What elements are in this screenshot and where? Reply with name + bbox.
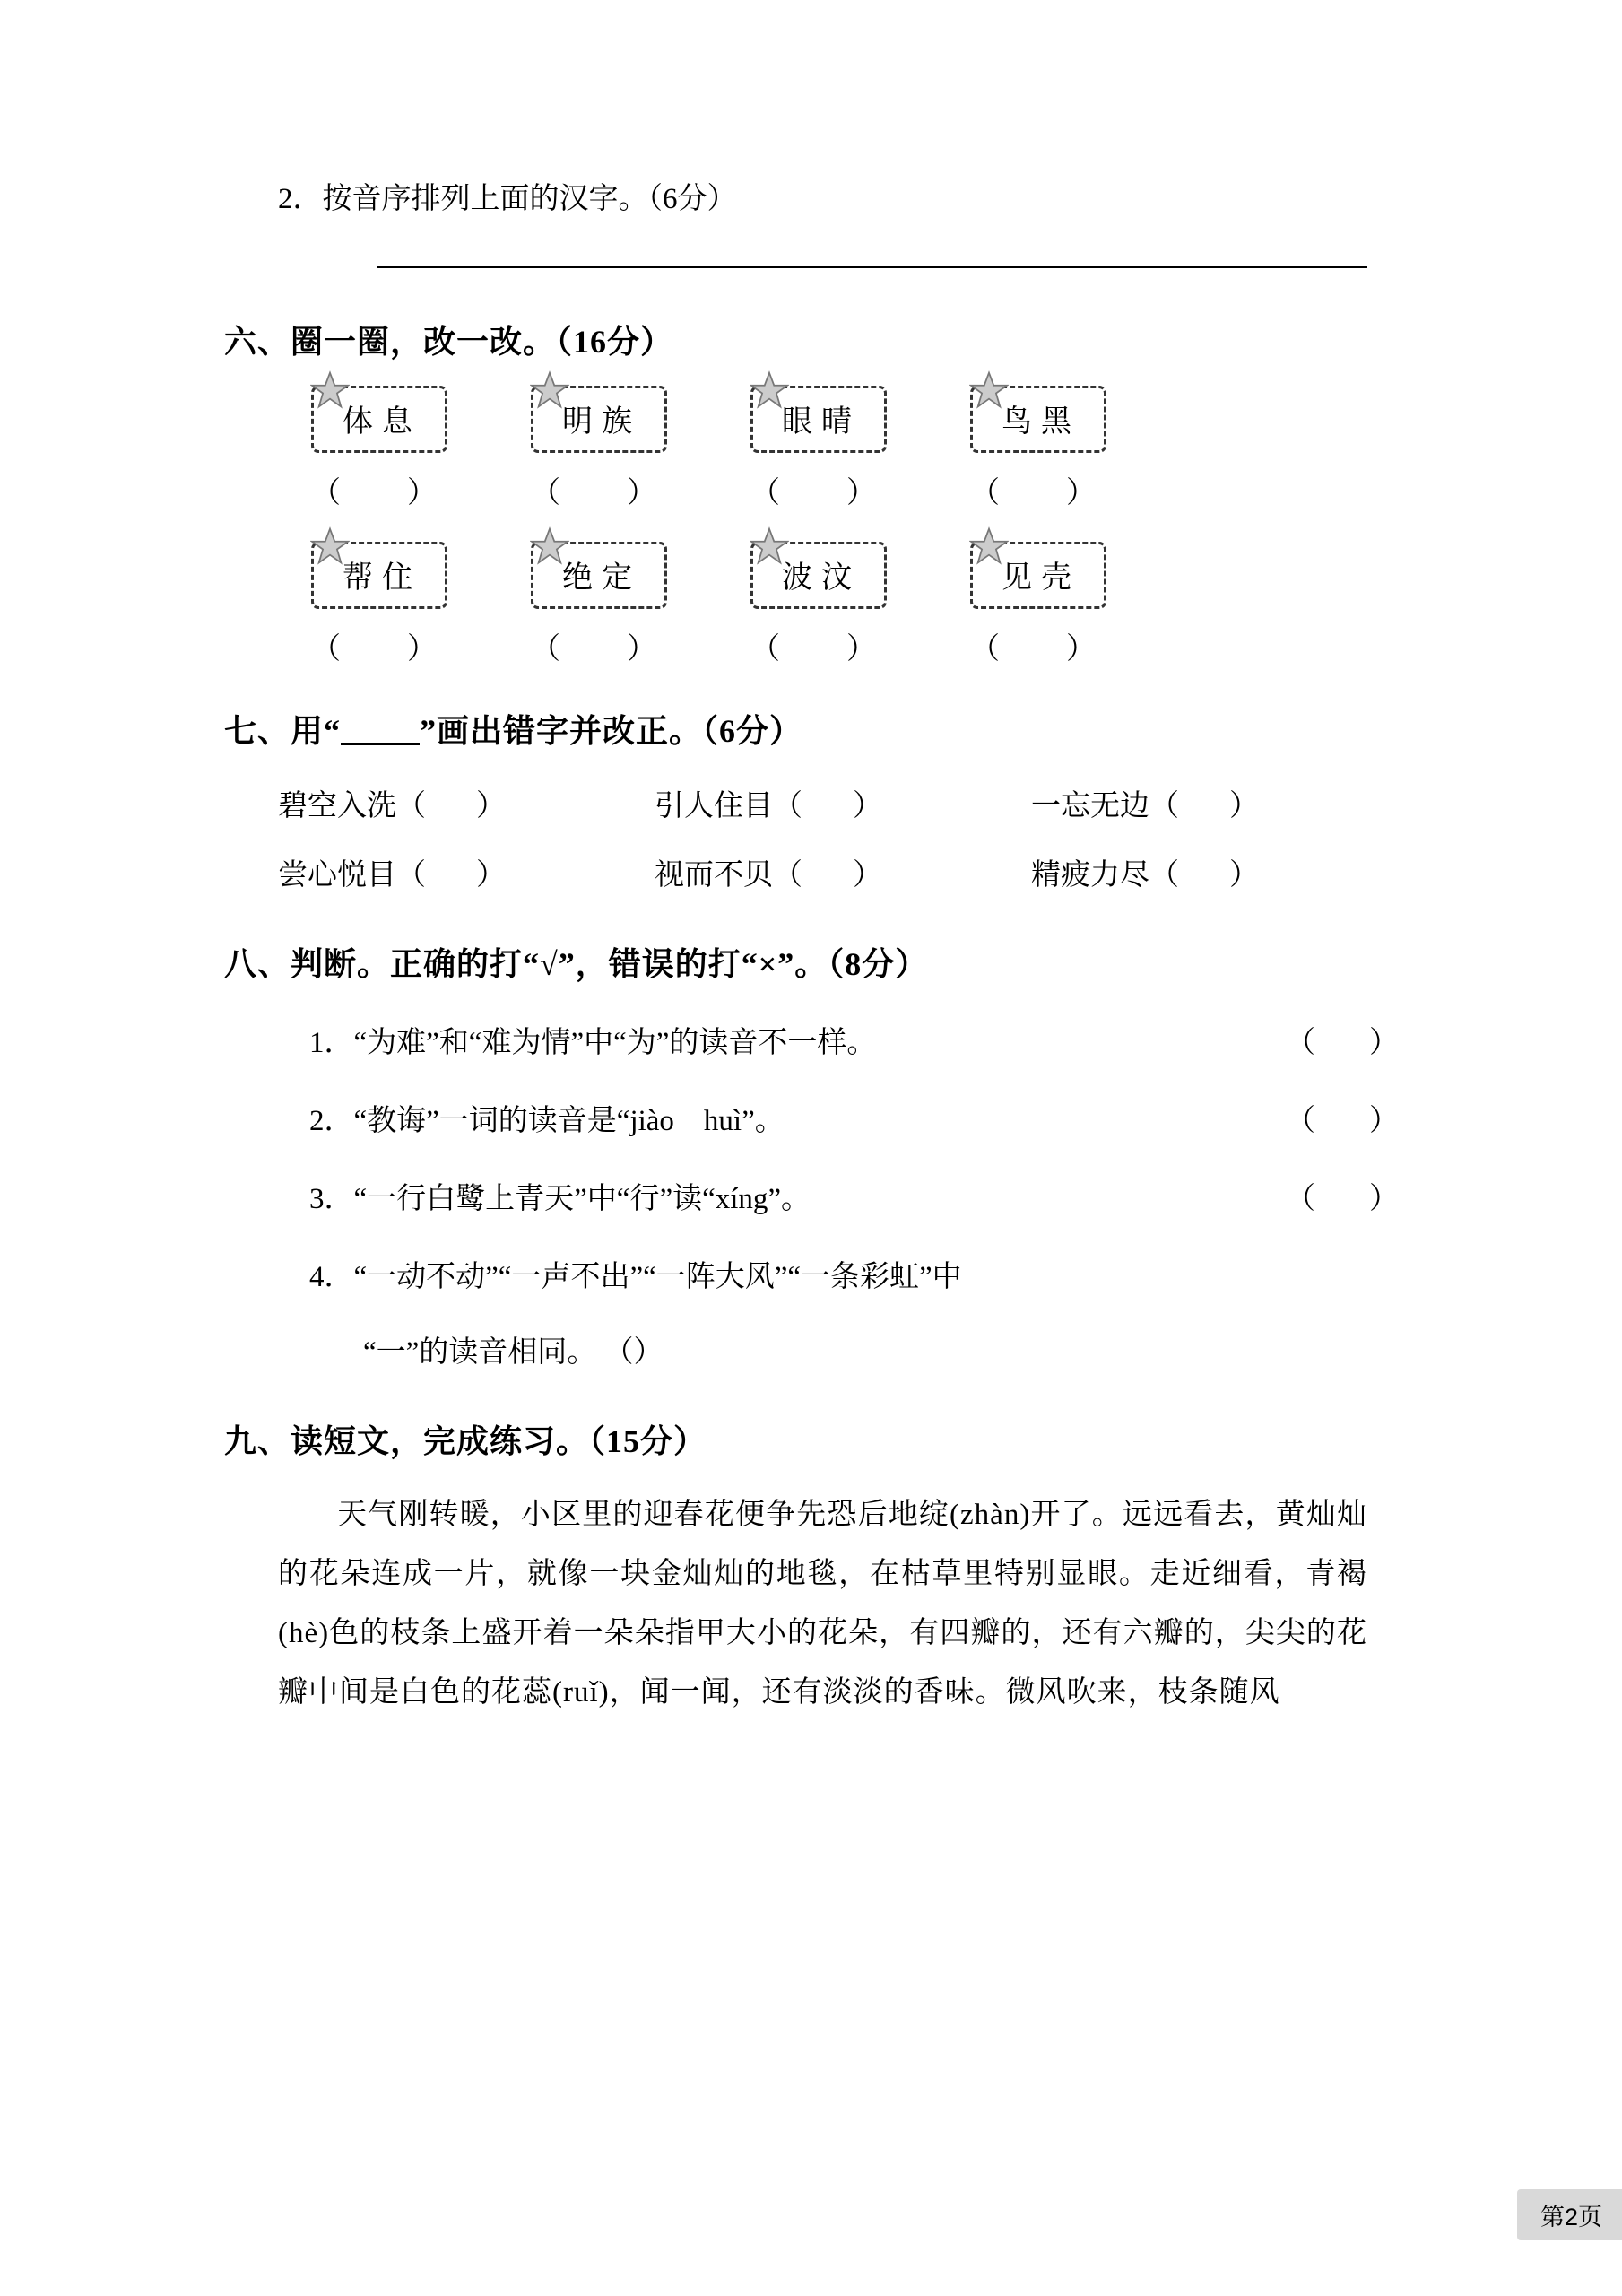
paren-close: ）	[1066, 477, 1096, 509]
section-7-item-text: 尝心悦目（	[278, 859, 426, 891]
paren-open: （	[1286, 1027, 1315, 1059]
star-icon	[969, 370, 1009, 410]
section-7-heading-prefix: 七、用“	[224, 713, 342, 749]
section-9-heading: 九、读短文，完成练习。（15分）	[224, 1422, 707, 1459]
word-card-cell	[950, 542, 1170, 609]
word-card-cell	[950, 386, 1170, 453]
paren-close: ）	[1229, 859, 1259, 891]
paren-close: ）	[1229, 790, 1259, 822]
section-7-item-text: 视而不贝（	[655, 859, 802, 891]
word-card-cell	[511, 542, 731, 609]
word-card[interactable]	[531, 542, 667, 609]
paren-open: （	[311, 633, 341, 665]
answer-paren-cell[interactable]	[511, 469, 731, 511]
item-number: 3．	[309, 1183, 354, 1216]
word-card[interactable]	[311, 386, 447, 453]
section-6-cards-row-1	[291, 386, 1408, 453]
star-icon	[530, 370, 569, 410]
word-card-cell	[291, 386, 511, 453]
paren-open: （	[1286, 1105, 1315, 1138]
word-card[interactable]	[531, 386, 667, 453]
paren-open: （	[531, 477, 560, 509]
star-icon	[750, 370, 789, 410]
question-2	[278, 175, 1408, 217]
page-number-tab: 第2页	[1517, 2189, 1622, 2240]
word-card[interactable]	[750, 386, 887, 453]
section-6-answer-row-2	[291, 625, 1408, 667]
paren-close: ）	[1369, 1027, 1399, 1059]
word-card-text: 鸟黑	[1002, 405, 1080, 439]
paren-close: ）	[1066, 633, 1096, 665]
paren-close: ）	[846, 477, 876, 509]
section-6-heading: 六、圈一圈，改一改。（16分）	[224, 324, 674, 360]
answer-brackets[interactable]	[604, 1336, 664, 1369]
section-7-item[interactable]	[278, 851, 655, 893]
star-icon	[530, 526, 569, 566]
section-8-item-3	[309, 1177, 1408, 1222]
item-number: 1．	[309, 1027, 354, 1059]
item-number: 2．	[309, 1105, 354, 1138]
section-7-row-2	[278, 851, 1408, 893]
section-8-item-1	[309, 1021, 1408, 1066]
paren-close: ）	[627, 633, 656, 665]
paren-close: ）	[407, 477, 437, 509]
section-7-item[interactable]	[1031, 782, 1408, 824]
word-card[interactable]	[750, 542, 887, 609]
paren-close: ）	[476, 859, 506, 891]
paren-close: ）	[407, 633, 437, 665]
paren-close: ）	[1369, 1183, 1399, 1216]
paren-open: （	[1286, 1183, 1315, 1216]
question-2-number: 2．	[278, 183, 323, 215]
passage-text: 天气刚转暖，小区里的迎春花便争先恐后地绽(zhàn)开了。远远看去，黄灿灿的花朵连成一片，就像一块金灿灿的地毯，在枯草里特别显眼。走近细看，青褐(hè)色的枝条上盛开着一朵朵指甲大小的花朵，有四瓣的，还有六瓣的，尖尖的花瓣中间是白色的花蕊(ruǐ)，闻一闻，还有淡淡的香味。微风吹来，枝条随风	[278, 1498, 1367, 1709]
paren-open: （	[603, 1335, 634, 1369]
section-8-item-2	[309, 1099, 1408, 1144]
answer-brackets[interactable]	[1286, 1021, 1399, 1066]
section-8-item-4	[309, 1255, 1408, 1300]
word-card-text: 体息	[343, 405, 421, 439]
star-icon	[310, 526, 350, 566]
word-card-text: 帮住	[343, 561, 421, 595]
word-card-text: 见壳	[1002, 561, 1080, 595]
paren-open: （	[750, 477, 780, 509]
word-card-text: 绝定	[562, 561, 641, 595]
star-icon	[969, 526, 1009, 566]
item-text-continued: “一”的读音相同。	[363, 1335, 597, 1369]
word-card-text: 明族	[562, 405, 641, 439]
paren-close: ）	[846, 633, 876, 665]
paren-close: ）	[476, 790, 506, 822]
answer-paren-cell[interactable]	[511, 625, 731, 667]
paren-open: （	[970, 633, 1000, 665]
section-7-item[interactable]	[278, 782, 655, 824]
paren-open: （	[531, 633, 560, 665]
item-text: “一行白鹭上青天”中“行”读“xíng”。	[353, 1183, 811, 1216]
word-card[interactable]	[970, 386, 1106, 453]
section-7-heading-suffix: ”画出错字并改正。（6分）	[420, 713, 803, 749]
question-2-text: 按音序排列上面的汉字。（6分）	[322, 183, 737, 215]
section-7-item[interactable]	[1031, 851, 1408, 893]
paren-close: ）	[627, 477, 656, 509]
item-number: 4．	[309, 1261, 354, 1294]
word-card[interactable]	[970, 542, 1106, 609]
paren-close: ）	[1369, 1105, 1399, 1138]
heading-blank	[341, 743, 420, 745]
section-7-heading	[224, 707, 1408, 755]
item-text: “为难”和“难为情”中“为”的读音不一样。	[353, 1027, 877, 1059]
answer-brackets[interactable]	[1286, 1099, 1399, 1144]
word-card-cell	[511, 386, 731, 453]
section-6-answer-row-1	[291, 469, 1408, 511]
answer-paren-cell[interactable]	[950, 625, 1170, 667]
paren-open: （	[970, 477, 1000, 509]
star-icon	[750, 526, 789, 566]
section-7-item-text: 精疲力尽（	[1031, 859, 1179, 891]
answer-paren-cell[interactable]	[731, 469, 950, 511]
answer-paren-cell[interactable]	[291, 625, 511, 667]
section-7-item-text: 引人住目（	[655, 790, 802, 822]
paren-close: ）	[633, 1335, 664, 1369]
word-card-text: 波汶	[782, 561, 861, 595]
item-text: “教诲”一词的读音是“jiào huì”。	[353, 1105, 785, 1138]
answer-paren-cell[interactable]	[950, 469, 1170, 511]
answer-brackets[interactable]	[1286, 1177, 1399, 1222]
section-7-item[interactable]	[655, 782, 1031, 824]
star-icon	[310, 370, 350, 410]
answer-paren-cell[interactable]	[731, 625, 950, 667]
word-card[interactable]	[311, 542, 447, 609]
page-content	[224, 175, 1408, 1722]
paren-open: （	[750, 633, 780, 665]
word-card-cell	[291, 542, 511, 609]
answer-paren-cell[interactable]	[291, 469, 511, 511]
paren-close: ）	[853, 859, 882, 891]
word-card-cell	[731, 542, 950, 609]
section-7-item[interactable]	[655, 851, 1031, 893]
section-7-row-1	[278, 782, 1408, 824]
reading-passage	[278, 1485, 1367, 1722]
paren-close: ）	[853, 790, 882, 822]
section-7-item-text: 碧空入洗（	[278, 790, 426, 822]
item-text: “一动不动”“一声不出”“一阵大风”“一条彩虹”中	[353, 1261, 962, 1294]
section-7-item-text: 一忘无边（	[1031, 790, 1179, 822]
section-8-heading: 八、判断。正确的打“√”，错误的打“×”。（8分）	[224, 946, 929, 982]
paren-open: （	[311, 477, 341, 509]
section-6-cards-row-2	[291, 542, 1408, 609]
word-card-text: 眼晴	[782, 405, 861, 439]
word-card-cell	[731, 386, 950, 453]
question-2-answer-line[interactable]	[377, 266, 1367, 268]
section-8-item-4-line2	[363, 1328, 1408, 1370]
